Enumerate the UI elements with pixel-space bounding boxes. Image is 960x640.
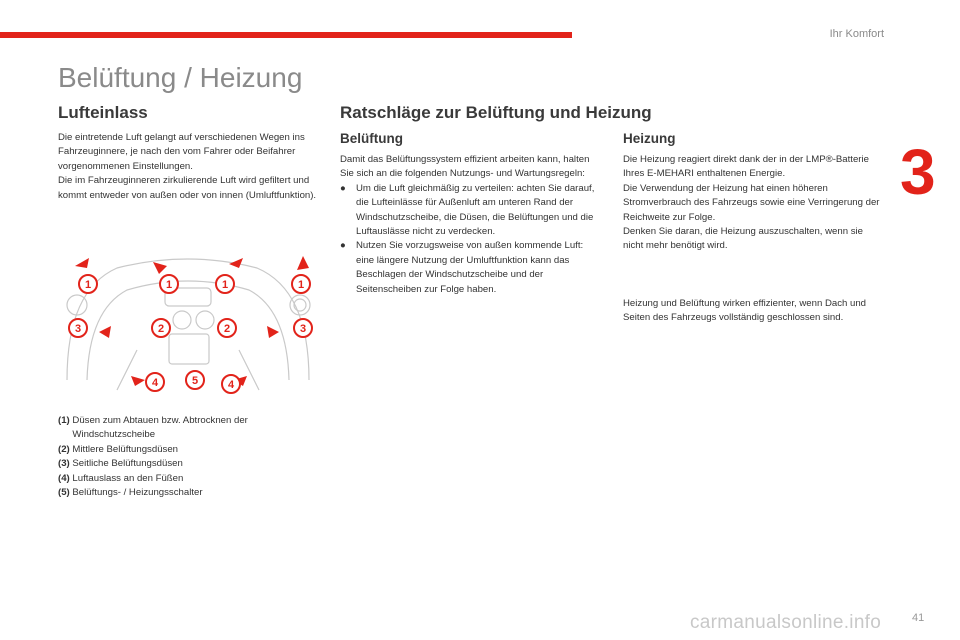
legend-item	[58, 472, 318, 486]
legend-text: Belüftungs- / Heizungsschalter	[72, 487, 203, 499]
ventilation-diagram	[57, 250, 320, 400]
legend-text: Düsen zum Abtauen bzw. Abtrocknen der Windschutzscheibe	[72, 415, 248, 441]
belueftung-intro: Damit das Belüftungssystem effizient arbeiten kann, halten Sie sich an die folgenden Nutzungs- und Wartungsregeln:	[340, 154, 590, 180]
bullet-marker: ●	[340, 240, 346, 252]
diagram-legend	[58, 414, 318, 500]
marker-2b: 2	[223, 323, 231, 335]
lufteinlass-text	[58, 131, 320, 203]
page-number: 41	[912, 612, 925, 624]
marker-5: 5	[191, 375, 199, 387]
airflow-arrow-6	[267, 326, 279, 338]
legend-number: (3)	[58, 458, 70, 470]
page-title: Belüftung / Heizung	[58, 62, 303, 93]
heizung-text-top	[623, 153, 885, 254]
airflow-arrow-2	[153, 262, 167, 274]
header-accent-bar	[0, 32, 572, 38]
belueftung-heading: Belüftung	[340, 131, 403, 146]
legend-text: Mittlere Belüftungsdüsen	[72, 443, 178, 455]
ratschlaege-heading: Ratschläge zur Belüftung und Heizung	[340, 103, 652, 122]
heizung-paragraph-3: Denken Sie daran, die Heizung auszuschalten, wenn sie nicht mehr benötigt wird.	[623, 226, 863, 252]
section-label: Ihr Komfort	[829, 28, 884, 40]
legend-number: (2)	[58, 443, 70, 455]
legend-item	[58, 486, 318, 500]
legend-number: (5)	[58, 487, 70, 499]
bullet-marker: ●	[340, 182, 346, 194]
airflow-arrow-5	[99, 326, 111, 338]
legend-number: (1)	[58, 415, 70, 426]
belueftung-bullet-2	[340, 239, 602, 297]
lufteinlass-heading: Lufteinlass	[58, 103, 148, 122]
airflow-arrow-1	[75, 258, 89, 268]
bullet-text: Um die Luft gleichmäßig zu verteilen: achten Sie darauf, die Lufteinlässe für Außenluft am unteren Rand der Windschutzscheibe, die Düsen, die Belüftungen und die Luftauslässe nicht zu verdecken.	[356, 182, 595, 238]
bullet-text: Nutzen Sie vorzugsweise von außen kommende Luft: eine längere Nutzung der Umluftfunktion kann das Beschlagen der Windschutzscheibe und der Seitenscheiben zur Folge haben.	[356, 240, 584, 295]
marker-3a: 3	[74, 323, 82, 335]
marker-2a: 2	[157, 323, 165, 335]
heizung-paragraph-4: Heizung und Belüftung wirken effizienter, wenn Dach und Seiten des Fahrzeugs vollständig geschlossen sind.	[623, 298, 867, 324]
lufteinlass-paragraph-1: Die eintretende Luft gelangt auf verschiedenen Wegen ins Fahrzeuginnere, je nach den vom Fahrer oder Beifahrer vorgenommenen Einstellungen.	[58, 132, 305, 172]
heizung-heading: Heizung	[623, 131, 676, 146]
marker-4b: 4	[227, 379, 235, 391]
legend-text: Luftauslass an den Füßen	[72, 472, 184, 484]
belueftung-text	[340, 153, 602, 297]
airflow-arrow-7	[131, 376, 145, 386]
belueftung-bullet-1	[340, 182, 602, 240]
heizung-paragraph-2: Die Verwendung der Heizung hat einen höheren Stromverbrauch des Fahrzeugs sowie eine Verringerung der Reichweite zur Folge.	[623, 182, 880, 223]
legend-text: Seitliche Belüftungsdüsen	[72, 458, 183, 470]
marker-1c: 1	[221, 279, 229, 291]
marker-1a: 1	[84, 279, 92, 291]
lufteinlass-paragraph-2: Die im Fahrzeuginneren zirkulierende Luft wird gefiltert und kommt entweder von außen oder von innen (Umluftfunktion).	[58, 175, 317, 201]
heizung-text-bottom	[623, 297, 885, 326]
chapter-number: 3	[900, 136, 936, 208]
marker-4a: 4	[151, 377, 159, 389]
legend-item	[58, 443, 318, 457]
airflow-arrow-4	[297, 256, 309, 270]
heizung-paragraph-1: Die Heizung reagiert direkt dank der in der LMP®-Batterie Ihres E-MEHARI enthaltenen Energie.	[623, 154, 869, 180]
marker-1b: 1	[165, 279, 173, 291]
marker-3b: 3	[299, 323, 307, 335]
legend-item	[58, 457, 318, 471]
marker-1d: 1	[297, 279, 305, 291]
watermark: carmanualsonline.info	[690, 612, 882, 633]
legend-item	[58, 414, 318, 443]
legend-number: (4)	[58, 472, 70, 484]
